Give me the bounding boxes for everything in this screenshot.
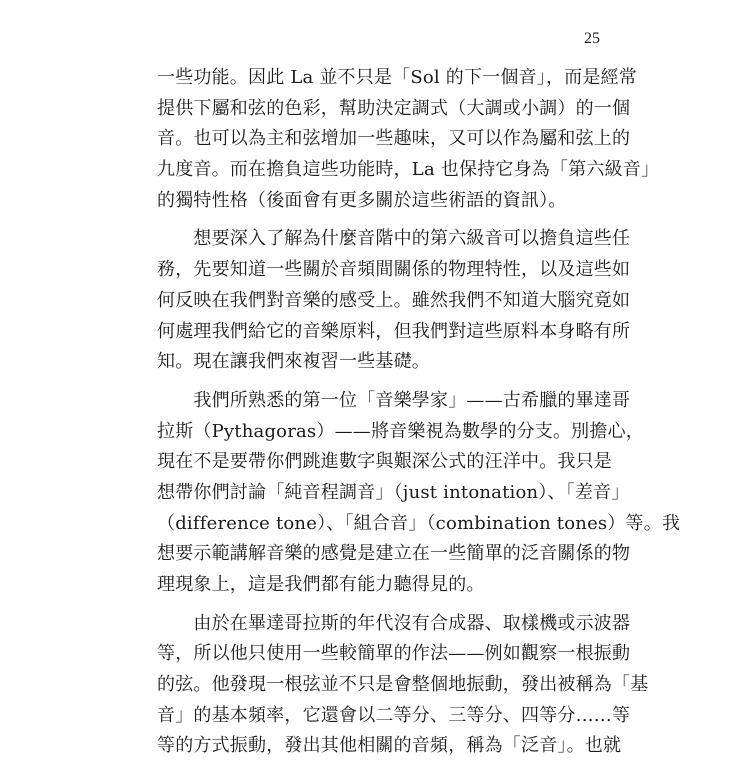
- text-line: 務，先要知道一些關於音頻間關係的物理特性，以及這些如: [157, 259, 631, 281]
- text-line: 等，所以他只使用一些較簡單的作法——例如觀察一根振動: [157, 643, 631, 665]
- text-line: 何處理我們給它的音樂原料，但我們對這些原料本身略有所: [157, 320, 631, 342]
- text-line: 知。現在讓我們來複習一些基礎。: [157, 351, 430, 373]
- paragraph-2: [157, 224, 631, 377]
- paragraph-4: [157, 609, 649, 762]
- text-line: 想要示範講解音樂的感覺是建立在一些簡單的泛音關係的物: [157, 543, 631, 565]
- text-line: 理現象上，這是我們都有能力聽得見的。: [157, 574, 485, 595]
- text-line: 一些功能。因此 La 並不只是「Sol 的下一個音」，而是經常: [157, 67, 637, 88]
- text-line: （difference tone）、「組合音」（combination tones）等。我: [157, 512, 681, 534]
- body-text: [157, 63, 681, 762]
- text-line: 的獨特性格（後面會有更多關於這些術語的資訊）。: [157, 189, 567, 211]
- text-line: 何反映在我們對音樂的感受上。雖然我們不知道大腦究竟如: [157, 289, 631, 311]
- text-line: 音」的基本頻率，它還會以二等分、三等分、四等分……等: [157, 704, 631, 726]
- text-line: 等的方式振動，發出其他相關的音頻，稱為「泛音」。也就: [157, 735, 622, 757]
- paragraph-1: [157, 63, 660, 216]
- paragraph-3: [157, 386, 681, 601]
- text-line: 拉斯（Pythagoras）——將音樂視為數學的分支。別擔心，: [157, 420, 644, 442]
- text-line: 提供下屬和弦的色彩，幫助決定調式（大調或小調）的一個: [157, 97, 631, 119]
- text-line: 想帶你們討論「純音程調音」（just intonation）、「差音」: [157, 481, 630, 503]
- text-line: 由於在畢達哥拉斯的年代沒有合成器、取樣機或示波器: [157, 612, 631, 634]
- text-line: 音。也可以為主和弦增加一些趣味，又可以作為屬和弦上的: [157, 128, 631, 150]
- text-line: 我們所熟悉的第一位「音樂學家」——古希臘的畢達哥: [157, 389, 631, 411]
- page-number: 25: [584, 30, 600, 47]
- text-line: 的弦。他發現一根弦並不只是會整個地振動，發出被稱為「基: [157, 674, 649, 696]
- text-line: 想要深入了解為什麼音階中的第六級音可以擔負這些任: [157, 228, 631, 250]
- text-line: 現在不是要帶你們跳進數字與艱深公式的汪洋中。我只是: [157, 451, 612, 473]
- text-line: 九度音。而在擔負這些功能時，La 也保持它身為「第六級音」: [157, 159, 660, 181]
